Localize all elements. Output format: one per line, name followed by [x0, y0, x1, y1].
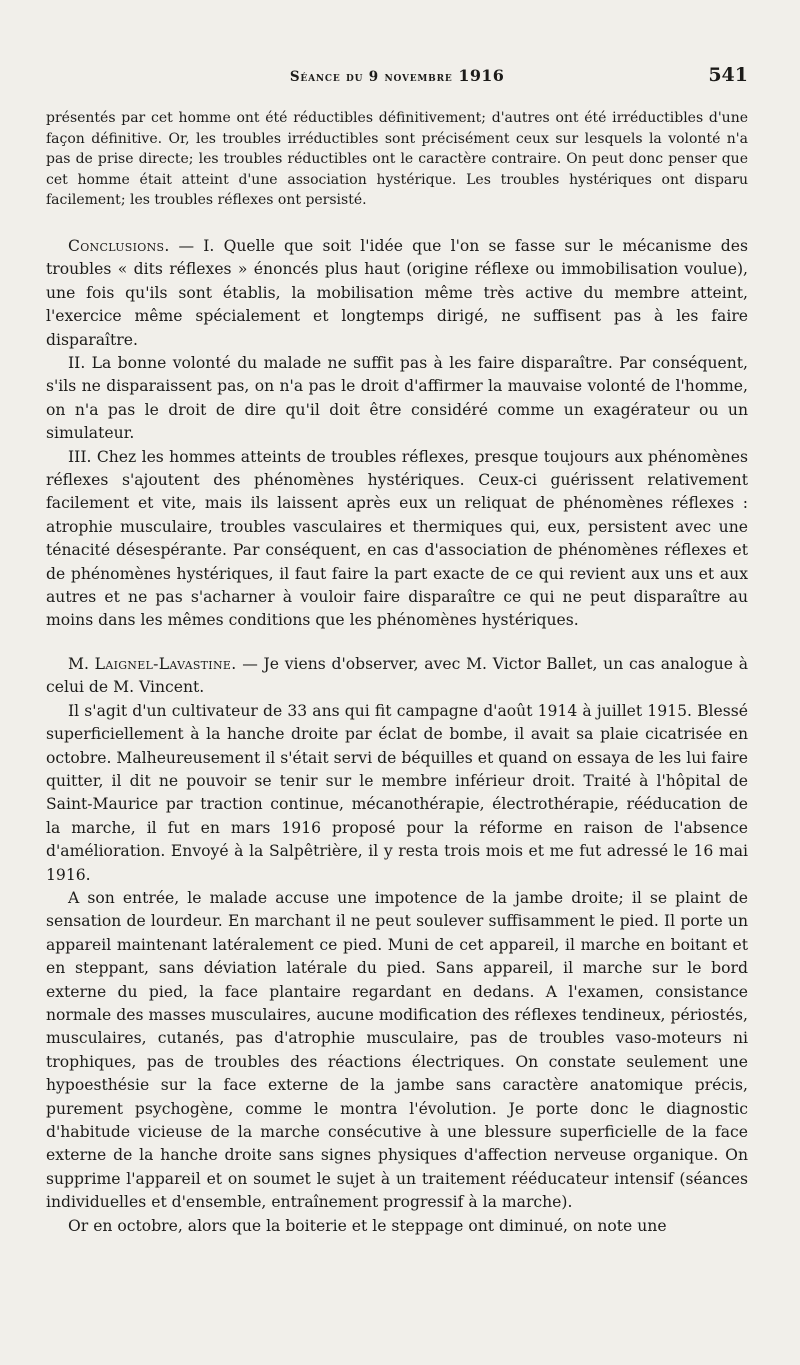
intro-paragraph: présentés par cet homme ont été réductibles définitivement; d'autres ont été irréductibles d'une façon définitive. Or, les troubles irréductibles sont précisément ceux sur lesquels la volonté n'a pas de prise directe; les troubles réductibles ont le caractère contraire. On peut donc penser que cet homme était atteint d'une association hystérique. Les troubles hystériques ont disparu facilement; les troubles réflexes ont persisté.	[46, 110, 748, 209]
conclusions-heading: Conclusions	[68, 236, 165, 255]
conclusion-1-numeral: I.	[203, 236, 215, 255]
laignel-intro	[46, 653, 748, 700]
conclusion-2	[46, 352, 748, 446]
laignel-intro-text: — Je viens d'observer, avec M. Victor Ballet, un cas analogue à celui de M. Vincent.	[46, 654, 748, 697]
conclusion-3-numeral: III.	[68, 447, 92, 466]
session-year: 1916	[458, 66, 505, 85]
conclusion-3-text: Chez les hommes atteints de troubles réflexes, presque toujours aux phénomènes réflexes s'ajoutent des phénomènes hystériques. Ceux-ci guérissent relativement facilement et vite, mais ils laissent après eux un reliquat de phénomènes réflexes : atrophie musculaire, troubles vasculaires et thermiques qui, eux, persistent avec une ténacité désespérante. Par conséquent, en cas d'association de phénomènes réflexes et de phénomènes hystériques, il faut faire la part exacte de ce qui revient aux uns et aux autres et ne pas s'acharner à vouloir faire disparaître ce qui ne peut disparaître au moins dans les mêmes conditions que les phénomènes hystériques.	[46, 447, 748, 630]
conclusion-2-numeral: II.	[68, 354, 86, 372]
case-history-paragraph: Il s'agit d'un cultivateur de 33 ans qui fit campagne d'août 1914 à juillet 1915. Blessé superficiellement à la hanche droite par éclat de bombe, il avait sa plaie cicatrisée en octobre. Malheureusement il s'était servi de béquilles et quand on essaya de les lui faire quitter, il dit ne pouvoir se tenir sur le membre inférieur droit. Traité à l'hôpital de Saint-Maurice par traction continue, mécanothérapie, électrothérapie, rééducation de la marche, il fut en mars 1916 proposé pour la réforme en raison de l'absence d'amélioration. Envoyé à la Salpêtrière, il y resta trois mois et me fut adressé le 16 mai 1916.	[46, 701, 748, 884]
conclusion-3	[46, 446, 748, 633]
page-body	[46, 108, 748, 1238]
running-head	[46, 62, 748, 94]
examination-paragraph: A son entrée, le malade accuse une impotence de la jambe droite; il se plaint de sensation de lourdeur. En marchant il ne peut soulever suffisamment le pied. Il porte un appareil maintenant latéralement ce pied. Muni de cet appareil, il marche en boitant et en steppant, sans déviation latérale du pied. Sans appareil, il marche sur le bord externe du pied, la face plantaire regardant en dedans. A l'examen, consistance normale des masses musculaires, aucune modification des réflexes tendineux, périostés, musculaires, cutanés, pas d'atrophie musculaire, pas de troubles vaso-moteurs ni trophiques, pas de troubles des réactions électriques. On constate seulement une hypoesthésie sur la face externe de la jambe sans caractère anatomique précis, purement psychogène, comme le montra l'évolution. Je porte donc le diagnostic d'habitude vicieuse de la marche consécutive à une blessure superficielle de la face externe de la hanche droite sans signes physiques d'affection nerveuse organique. On supprime l'appareil et on soumet le sujet à un traitement rééducateur intensif (séances individuelles et d'ensemble, entraînement progressif à la marche).	[46, 888, 748, 1212]
speaker-name: Laignel-Lavastine.	[94, 654, 237, 673]
conclusion-2-text: La bonne volonté du malade ne suffit pas à les faire disparaître. Par conséquent, s'ils ne disparaissent pas, on n'a pas le droit d'affirmer la mauvaise volonté de l'homme, on n'a pas le droit de dire qu'il doit être considéré comme un exagérateur ou un simulateur.	[46, 354, 748, 443]
speaker-prefix: M.	[68, 654, 89, 673]
october-paragraph: Or en octobre, alors que la boiterie et le steppage ont diminué, on note une	[68, 1216, 667, 1235]
conclusion-1-text: Quelle que soit l'idée que l'on se fasse sur le mécanisme des troubles « dits réflexes » énoncés plus haut (origine réflexe ou immobilisation voulue), une fois qu'ils sont établis, la mobilisation même très active du membre atteint, l'exercice même spécialement et longtemps dirigé, ne suffisent pas à les faire disparaître.	[46, 236, 748, 349]
session-date-label: Séance du 9 novembre	[289, 69, 453, 85]
running-head-title	[46, 66, 748, 85]
conclusion-1: Conclusions. — I. Quelle que soit l'idée que l'on se fasse sur le mécanisme des troubles « dits réflexes » énoncés plus haut (origine réflexe ou immobilisation voulue), une fois qu'ils sont établis, la mobilisation même très active du membre atteint, l'exercice même spécialement et longtemps dirigé, ne suffisent pas à les faire disparaître.	[46, 236, 748, 349]
page-number: 541	[708, 64, 748, 86]
